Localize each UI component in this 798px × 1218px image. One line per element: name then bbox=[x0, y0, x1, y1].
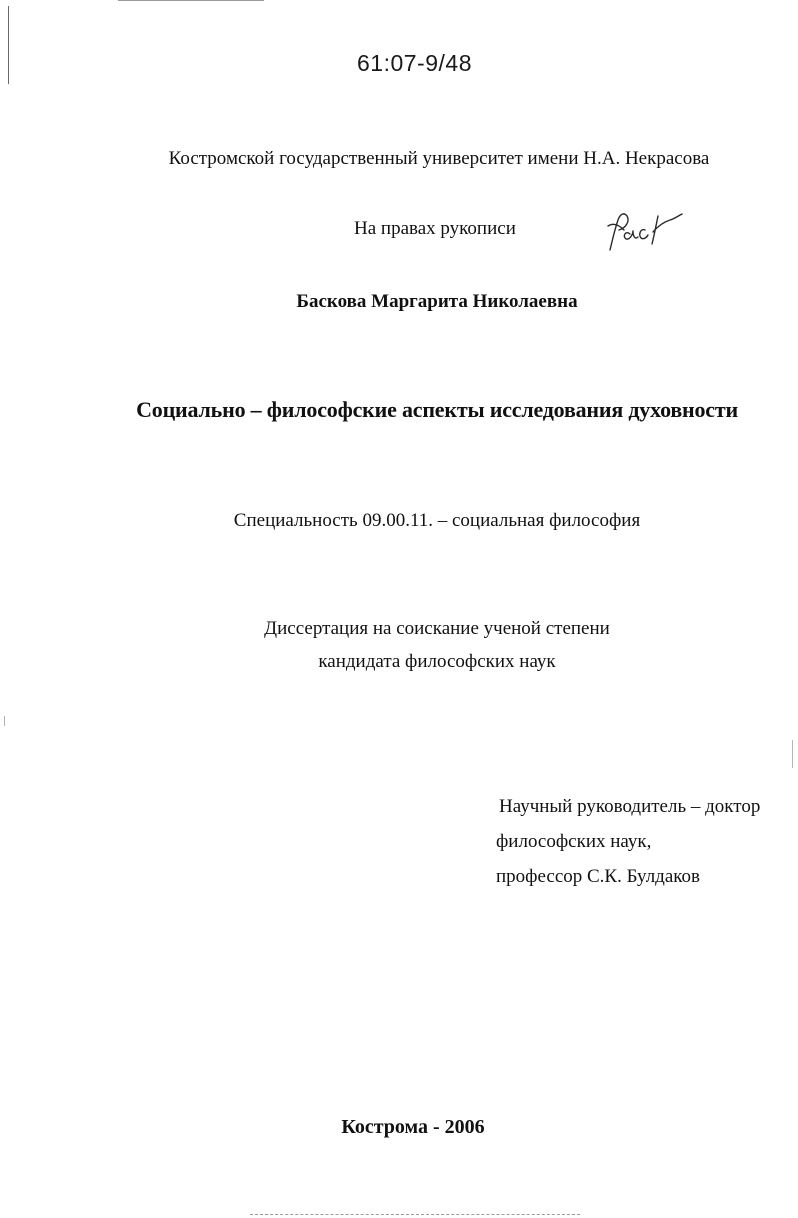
scan-mark-left bbox=[4, 716, 5, 726]
degree-line-2: кандидата философских наук bbox=[318, 651, 556, 672]
library-call-number: 61:07-9/48 bbox=[357, 50, 472, 76]
city-year: Кострома - 2006 bbox=[341, 1116, 485, 1138]
scan-edge-line-top bbox=[118, 0, 264, 1]
dissertation-title: Социально – философские аспекты исследования духовности bbox=[136, 397, 738, 422]
scan-edge-line-bottom bbox=[250, 1214, 580, 1216]
university-name: Костромской государственный университет имени Н.А. Некрасова bbox=[168, 148, 710, 169]
scan-edge-line-left bbox=[8, 6, 9, 84]
degree-line-1: Диссертация на соискание ученой степени bbox=[264, 618, 610, 639]
supervisor-line-1: Научный руководитель – доктор bbox=[499, 796, 761, 817]
rights-note: На правах рукописи bbox=[354, 218, 516, 239]
specialty: Специальность 09.00.11. – социальная философия bbox=[233, 510, 641, 531]
author-name: Баскова Маргарита Николаевна bbox=[296, 291, 578, 312]
supervisor-line-2: философских наук, bbox=[496, 831, 652, 852]
author-signature bbox=[600, 204, 684, 256]
supervisor-line-3: профессор С.К. Булдаков bbox=[496, 866, 701, 887]
scan-mark-right bbox=[792, 740, 793, 768]
